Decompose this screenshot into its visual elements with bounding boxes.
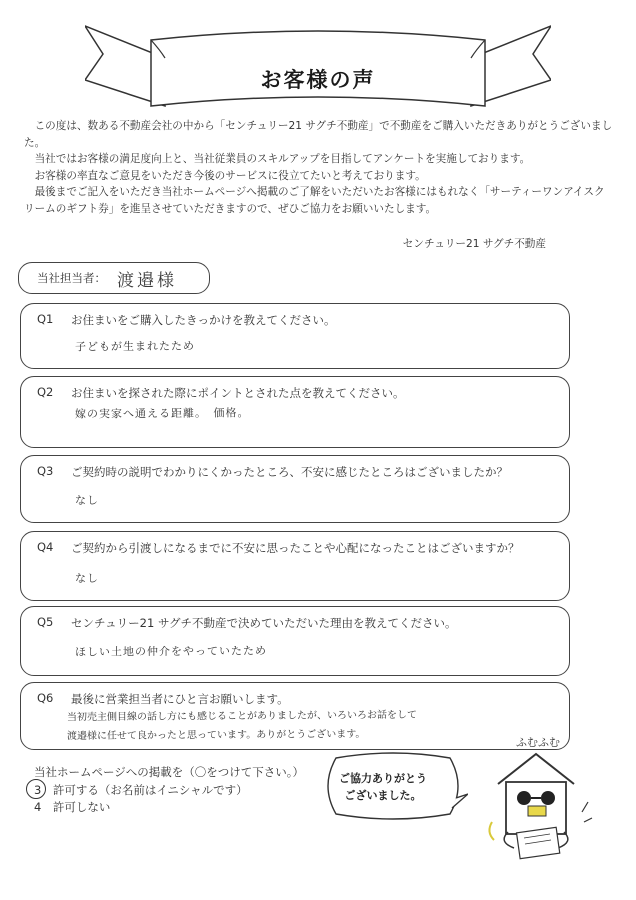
question-box-q3 <box>20 455 570 523</box>
question-box-q5 <box>20 606 570 676</box>
answer-text: ほしい土地の仲介をやっていたため <box>74 644 268 659</box>
question-text: お住まいを探された際にポイントとされた点を教えてください。 <box>71 386 405 400</box>
staff-label: 当社担当者： <box>37 271 106 285</box>
question-text: お住まいをご購入したきっかけを教えてください。 <box>71 313 336 327</box>
question-text: センチュリー21 サグチ不動産で決めていただいた理由を教えてください。 <box>71 616 457 630</box>
staff-box <box>18 262 210 294</box>
consent-option-deny: 4 許可しない <box>34 800 111 814</box>
answer-text-line2: 渡邉様に任せて良かったと思っています。ありがとうございます。 <box>66 728 366 743</box>
question-text: 最後に営業担当者にひと言お願いします。 <box>71 692 289 706</box>
question-text: ご契約から引渡しになるまでに不安に思ったことや心配になったことはございますか？ <box>71 541 520 555</box>
thanks-line: ございました。 <box>344 789 422 802</box>
question-box-q1 <box>20 303 570 369</box>
staff-name: 渡邉様 <box>117 271 177 291</box>
house-mascot-illustration <box>478 732 602 862</box>
question-number: Q1 <box>37 312 54 326</box>
thanks-text <box>318 770 448 804</box>
page-title: お客様の声 <box>260 68 376 92</box>
question-box-q4 <box>20 531 570 601</box>
company-signature: センチュリー21 サグチ不動産 <box>402 238 546 250</box>
thanks-line: ご協力ありがとう <box>339 772 427 785</box>
answer-text: 当初売主側目線の話し方にも感じることがありましたが、いろいろお話をして <box>66 709 418 724</box>
question-number: Q5 <box>37 615 54 629</box>
answer-text: 嫁の実家へ通える距離。 価格。 <box>74 406 250 421</box>
answer-text: なし <box>74 493 100 508</box>
question-number: Q6 <box>37 691 54 705</box>
intro-paragraph: 最後までご記入をいただき当社ホームページへ掲載のご了解をいただいたお客様にはもれなく「サーティーワンアイスクリームのギフト券」を進呈させていただきますので、ぜひご協力をお願いいたします。 <box>24 186 605 215</box>
intro-paragraph: お客様の率直なご意見をいただき今後のサービスに役立てたいと考えております。 <box>34 169 426 182</box>
mascot-caption: ふむふむ <box>516 736 560 749</box>
question-box-q2 <box>20 376 570 448</box>
answer-text: なし <box>74 571 100 586</box>
intro-text <box>24 118 614 217</box>
intro-paragraph: この度は、数ある不動産会社の中から「センチュリー21 サグチ不動産」で不動産をご購入いただきありがとうございました。 <box>24 120 613 149</box>
consent-option-allow: 3 許可する（お名前はイニシャルです） <box>34 782 248 797</box>
selection-circle <box>26 779 46 799</box>
intro-paragraph: 当社ではお客様の満足度向上と、当社従業員のスキルアップを目指してアンケートを実施しております。 <box>34 153 531 165</box>
consent-question: 当社ホームページへの掲載を（〇をつけて下さい。） <box>34 765 305 779</box>
question-number: Q4 <box>37 540 54 554</box>
question-text: ご契約時の説明でわかりにくかったところ、不安に感じたところはございましたか？ <box>71 465 508 479</box>
publish-consent <box>34 764 304 817</box>
question-number: Q2 <box>37 385 54 399</box>
question-number: Q3 <box>37 464 54 478</box>
answer-text: 子どもが生まれたため <box>74 339 196 354</box>
